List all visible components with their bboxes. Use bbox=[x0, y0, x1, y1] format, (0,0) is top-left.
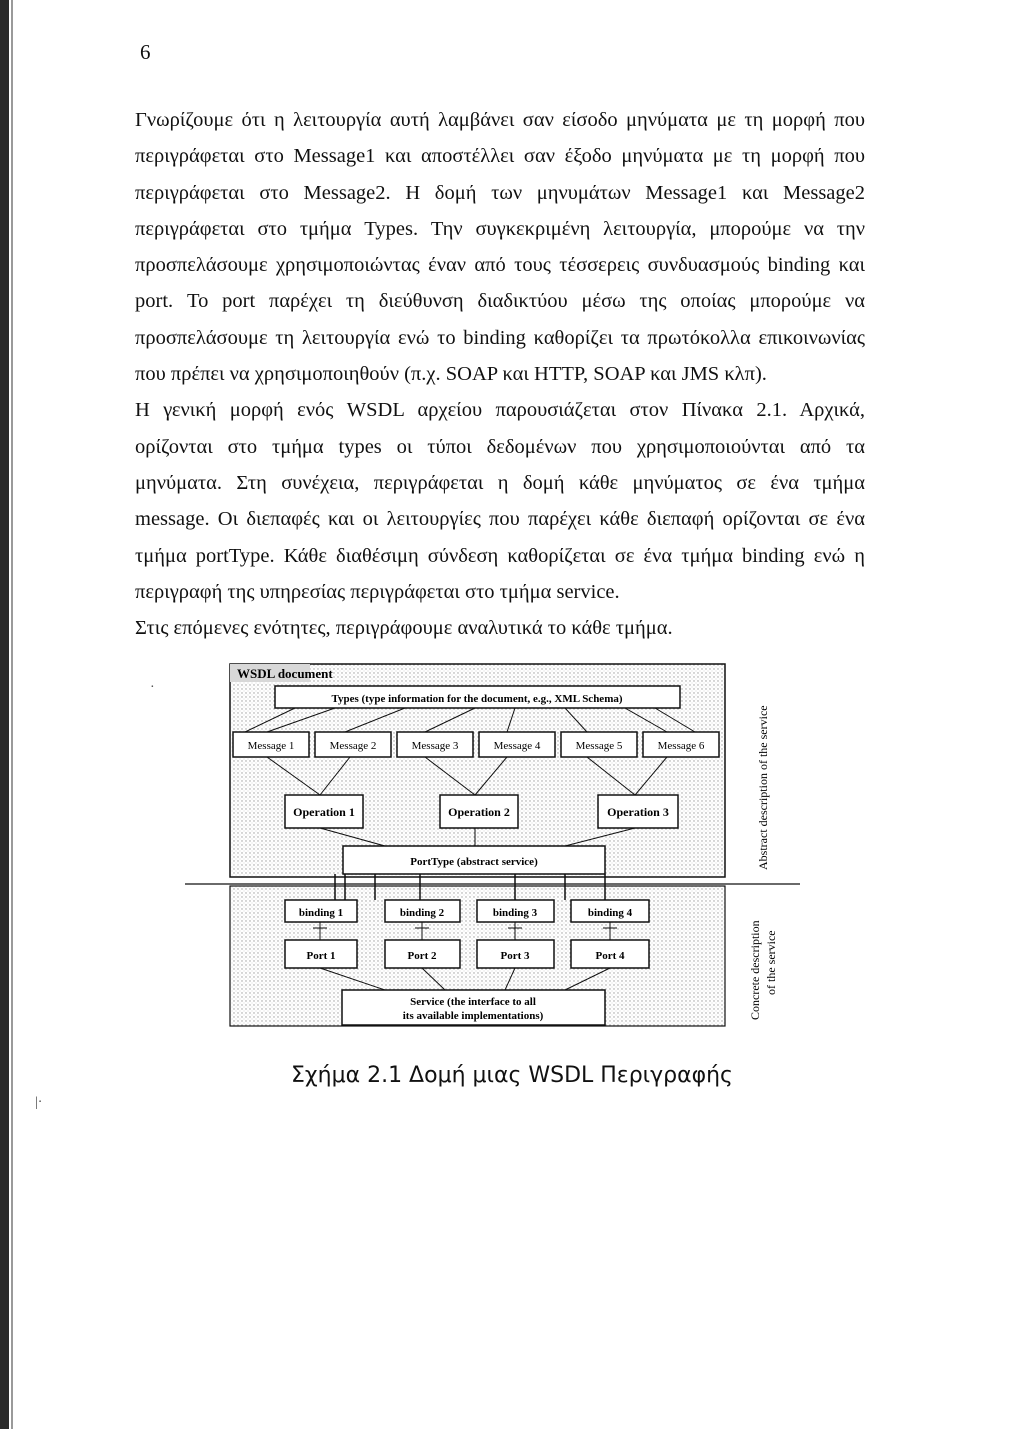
message-label: Message 4 bbox=[493, 740, 541, 752]
figure-caption: Σχήμα 2.1 Δομή μιας WSDL Περιγραφής bbox=[291, 1063, 733, 1088]
operation-boxes bbox=[285, 795, 678, 828]
binding-label: binding 2 bbox=[399, 907, 445, 919]
message-label: Message 1 bbox=[247, 740, 295, 752]
paragraph-1 bbox=[135, 102, 865, 392]
text-line: προσπελάσουμε χρησιμοποιώντας έναν από τους τέσσερεις συνδυασμούς binding και bbox=[135, 254, 865, 277]
port-label: Port 2 bbox=[407, 950, 437, 962]
text-line: περιγράφεται στο Message1 και αποστέλλει σαν έξοδο μηνύματα με τη μορφή που bbox=[135, 145, 865, 168]
text-line: περιγράφεται στο τμήμα Types. Την συγκεκριμένη λειτουργία, μπορούμε να την bbox=[135, 217, 865, 240]
paragraph-2 bbox=[135, 392, 865, 610]
port-label: Port 4 bbox=[595, 950, 625, 962]
text-line: προσπελάσουμε τη λειτουργία ενώ το binding καθορίζει τα πρωτόκολλα επικοινωνίας bbox=[135, 326, 865, 349]
binding-label: binding 3 bbox=[492, 907, 538, 919]
concrete-side-label-line1: Concrete description bbox=[748, 920, 762, 1020]
text-line: ορίζονται στο τμήμα types οι τύποι δεδομένων που χρησιμοποιούνται από τα bbox=[135, 435, 865, 458]
text-line: μηνύματα. Στη συνέχεια, περιγράφεται η δομή κάθε μηνύματος σε ένα τμήμα bbox=[135, 471, 865, 494]
scan-speck: |· bbox=[35, 1095, 43, 1110]
types-box-label: Types (type information for the document, e.g., XML Schema) bbox=[331, 693, 623, 705]
text-line: περιγραφή της υπηρεσίας περιγράφεται στο τμήμα service. bbox=[135, 580, 620, 603]
abstract-side-label: Abstract description of the service bbox=[756, 705, 770, 870]
wsdl-figure bbox=[185, 660, 800, 1030]
text-line: Η γενική μορφή ενός WSDL αρχείου παρουσιάζεται στον Πίνακα 2.1. Αρχικά, bbox=[135, 399, 865, 422]
operation-label: Operation 2 bbox=[448, 805, 510, 819]
port-label: Port 3 bbox=[500, 950, 530, 962]
scan-edge-shadow bbox=[11, 0, 13, 1429]
wsdl-document-label: WSDL document bbox=[237, 666, 333, 681]
binding-label: binding 4 bbox=[587, 907, 633, 919]
text-line: Γνωρίζουμε ότι η λειτουργία αυτή λαμβάνει σαν είσοδο μηνύματα με τη μορφή που bbox=[135, 109, 865, 131]
text-line: message. Οι διεπαφές και οι λειτουργίες που παρέχει κάθε διεπαφή ορίζονται σε ένα bbox=[135, 508, 865, 531]
page-number: 6 bbox=[140, 40, 151, 64]
text-line: που πρέπει να χρησιμοποιηθούν (π.χ. SOAP και HTTP, SOAP και JMS κλπ). bbox=[135, 363, 767, 386]
scan-edge-left bbox=[0, 0, 9, 1429]
wsdl-diagram bbox=[185, 660, 800, 1030]
operation-label: Operation 1 bbox=[293, 805, 355, 819]
message-label: Message 5 bbox=[575, 740, 623, 752]
message-label: Message 2 bbox=[329, 740, 377, 752]
concrete-side-label-line2: of the service bbox=[764, 930, 778, 995]
message-label: Message 3 bbox=[411, 740, 459, 752]
text-line: Στις επόμενες ενότητες, περιγράφουμε αναλυτικά το κάθε τμήμα. bbox=[135, 617, 673, 640]
text-line: περιγράφεται στο Message2. Η δομή των μηνυμάτων Message1 και Message2 bbox=[135, 181, 865, 204]
operation-label: Operation 3 bbox=[607, 805, 669, 819]
text-line: τμήμα portType. Κάθε διαθέσιμη σύνδεση καθορίζεται σε ένα τμήμα binding ενώ η bbox=[135, 544, 865, 567]
message-label: Message 6 bbox=[657, 740, 705, 752]
service-label-line2: its available implementations) bbox=[402, 1010, 544, 1022]
binding-label: binding 1 bbox=[298, 907, 344, 919]
service-label-line1: Service (the interface to all bbox=[410, 996, 536, 1008]
scan-speck: · bbox=[150, 680, 155, 695]
port-label: Port 1 bbox=[306, 950, 336, 962]
paragraph-3 bbox=[135, 610, 865, 646]
body-text bbox=[135, 102, 865, 646]
porttype-label: PortType (abstract service) bbox=[410, 856, 538, 868]
text-line: port. Το port παρέχει τη διεύθυνση διαδικτύου μέσω της οποίας μπορούμε να bbox=[135, 290, 865, 313]
